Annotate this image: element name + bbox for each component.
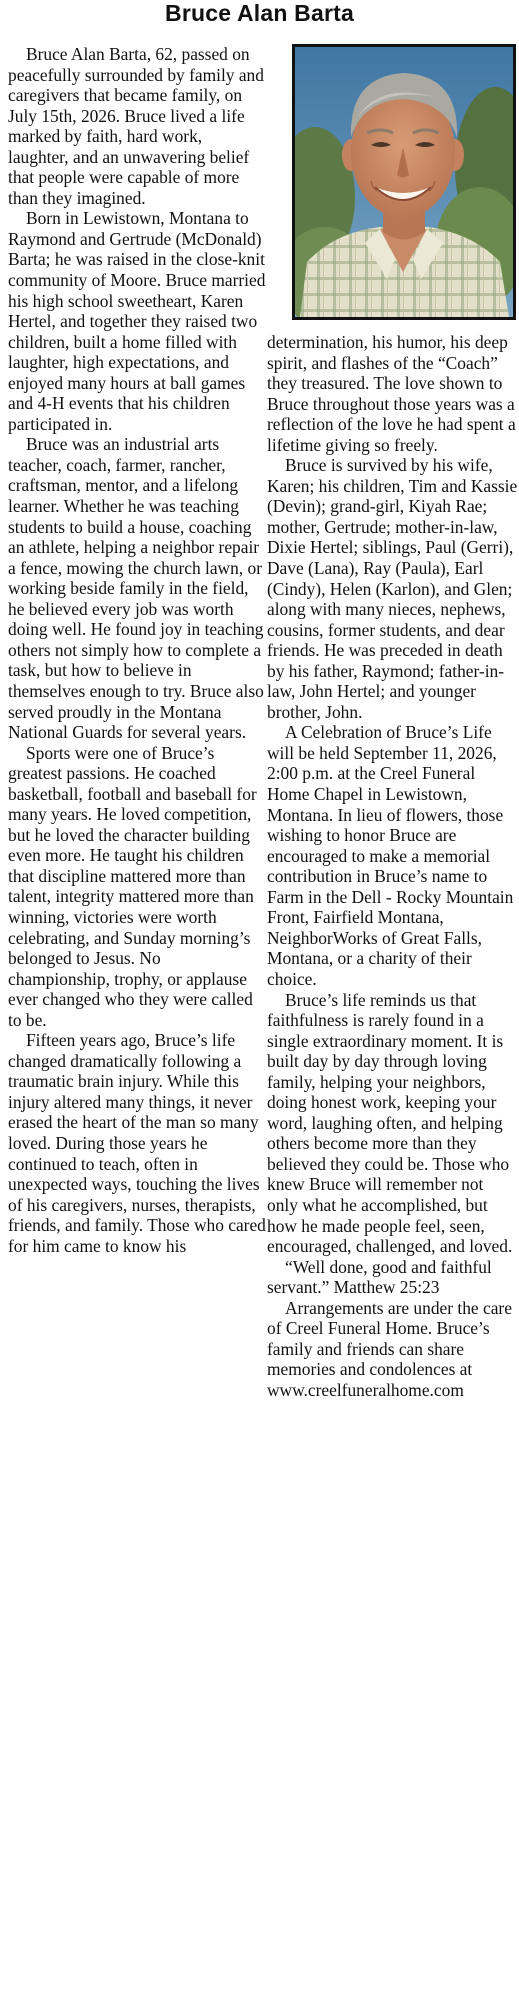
scripture-quote: “Well done, good and faithful servant.” Matthew 25:23 — [267, 1256, 492, 1298]
portrait-photo-icon — [295, 47, 513, 317]
obituary-paragraph: Bruce’s life reminds us that faithfulness is rarely found in a single extraordinary moment. It is built day by day through loving family, helping your neighbors, doing honest work, keeping your word, laughing often, and helping others become more than they believed they could be. Those who knew Bruce will remember not only what he accomplished, but how he made people feel, seen, encouraged, challenged, and loved. — [267, 989, 513, 1257]
obituary-paragraph: A Celebration of Bruce’s Life will be held September 11, 2026, 2:00 p.m. at the Creel Funeral Home Chapel in Lewistown, Montana. In lieu of flowers, those wishing to honor Bruce are encouraged to make a memorial contribution in Bruce’s name to Farm in the Dell - Rocky Mountain Front, Fairfield Montana, NeighborWorks of Great Falls, Montana, or a charity of their choice. — [267, 722, 514, 989]
obituary-paragraph-continued: determination, his humor, his deep spirit, and flashes of the “Coach” they treasured. The love shown to Bruce throughout those years was a reflection of the love he had spent a lifetime giving so freely. — [267, 332, 516, 455]
obituary-paragraph: Arrangements are under the care of Creel Funeral Home. Bruce’s family and friends can share memories and condolences at www.creelfuneralhome.com — [267, 1297, 512, 1400]
obituary-paragraph: Fifteen years ago, Bruce’s life changed dramatically following a traumatic brain injury. While this injury altered many things, it never erased the heart of the man so many loved. During those years he continued to teach, often in unexpected ways, touching the lives of his caregivers, nurses, therapists, friends, and family. Those who cared for him came to know his — [8, 1030, 266, 1256]
obituary-paragraph: Bruce is survived by his wife, Karen; his children, Tim and Kassie (Devin); grand-girl, Kiyah Rae; mother, Gertrude; mother-in-law, Dixie Hertel; siblings, Paul (Gerri), Dave (Lana), Ray (Paula), Earl (Cindy), Helen (Karlon), and Glen; along with many nieces, nephews, cousins, former students, and dear friends. He was preceded in death by his father, Raymond; father-in-law, John Hertel; and younger brother, John. — [267, 455, 518, 722]
obituary-left-column — [8, 44, 266, 1256]
obituary-paragraph: Bruce was an industrial arts teacher, coach, farmer, rancher, craftsman, mentor, and a lifelong learner. Whether he was teaching students to build a house, coaching an athlete, helping a neighbor repair a fence, mowing the church lawn, or working beside family in the field, he believed every job was worth doing well. He found joy in teaching others not simply how to complete a task, but how to believe in themselves enough to try. Bruce also served proudly in the Montana National Guards for several years. — [8, 434, 264, 743]
obituary-paragraph: Sports were one of Bruce’s greatest passions. He coached basketball, football and baseball for many years. He loved competition, but he loved the character building even more. He taught his children that discipline mattered more than talent, integrity mattered more than winning, victories were worth celebrating, and Sunday morning’s belonged to Jesus. No championship, trophy, or applause ever changed who they were called to be. — [8, 742, 257, 1030]
obituary-paragraph: Born in Lewistown, Montana to Raymond and Gertrude (McDonald) Barta; he was raised in the close-knit community of Moore. Bruce married his high school sweetheart, Karen Hertel, and together they raised two children, built a home filled with laughter, high expectations, and enjoyed many hours at ball games and 4-H events that his children participated in. — [8, 208, 266, 434]
obituary-right-column — [267, 332, 518, 1400]
portrait-photo-frame — [292, 44, 516, 320]
obituary-paragraph: Bruce Alan Barta, 62, passed on peacefully surrounded by family and caregivers that became family, on July 15th, 2026. Bruce lived a life marked by faith, hard work, laughter, and an unwavering belief that people were capable of more than they imagined. — [8, 44, 264, 208]
obituary-title: Bruce Alan Barta — [165, 0, 354, 26]
